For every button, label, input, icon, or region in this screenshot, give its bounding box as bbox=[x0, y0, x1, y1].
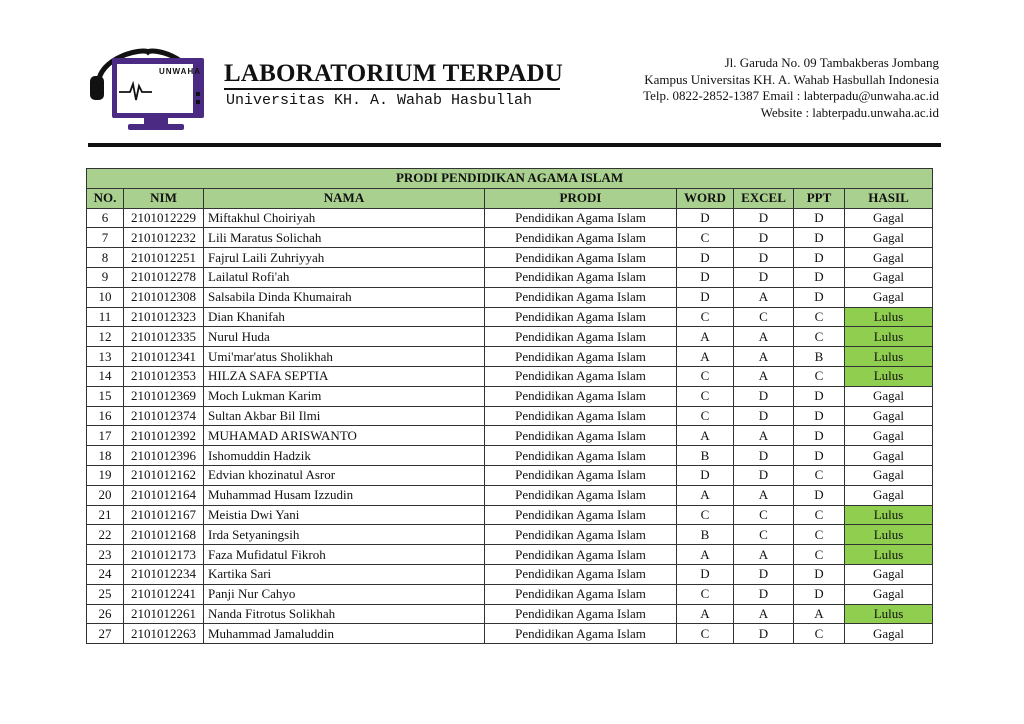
cell-word: D bbox=[677, 287, 734, 307]
cell-nim: 2101012164 bbox=[124, 485, 204, 505]
table-row bbox=[87, 248, 933, 268]
cell-no: 14 bbox=[87, 366, 124, 386]
cell-nama: Lailatul Rofi'ah bbox=[204, 267, 485, 287]
cell-word: A bbox=[677, 604, 734, 624]
cell-nama: Ishomuddin Hadzik bbox=[204, 446, 485, 466]
cell-prodi: Pendidikan Agama Islam bbox=[485, 584, 677, 604]
contact-address: Jl. Garuda No. 09 Tambakberas Jombang bbox=[724, 55, 939, 70]
cell-prodi: Pendidikan Agama Islam bbox=[485, 604, 677, 624]
contact-website: Website : labterpadu.unwaha.ac.id bbox=[760, 104, 939, 120]
cell-hasil: Gagal bbox=[845, 248, 933, 268]
table-row bbox=[87, 406, 933, 426]
table-band-title: PRODI PENDIDIKAN AGAMA ISLAM bbox=[87, 169, 933, 189]
cell-hasil: Gagal bbox=[845, 208, 933, 228]
cell-nim: 2101012308 bbox=[124, 287, 204, 307]
cell-prodi: Pendidikan Agama Islam bbox=[485, 446, 677, 466]
lab-logo bbox=[86, 40, 210, 136]
cell-hasil: Gagal bbox=[845, 228, 933, 248]
cell-no: 6 bbox=[87, 208, 124, 228]
table-row bbox=[87, 446, 933, 466]
col-header-prodi: PRODI bbox=[485, 188, 677, 208]
cell-excel: D bbox=[734, 267, 794, 287]
table-row bbox=[87, 564, 933, 584]
cell-word: D bbox=[677, 267, 734, 287]
col-header-hasil: HASIL bbox=[845, 188, 933, 208]
cell-excel: D bbox=[734, 228, 794, 248]
cell-no: 21 bbox=[87, 505, 124, 525]
cell-nim: 2101012232 bbox=[124, 228, 204, 248]
cell-prodi: Pendidikan Agama Islam bbox=[485, 347, 677, 367]
cell-no: 12 bbox=[87, 327, 124, 347]
cell-excel: D bbox=[734, 406, 794, 426]
cell-no: 18 bbox=[87, 446, 124, 466]
contact-phone-email: Telp. 0822-2852-1387 Email : labterpadu@unwaha.ac.id bbox=[643, 88, 939, 103]
cell-excel: A bbox=[734, 604, 794, 624]
cell-ppt: D bbox=[794, 564, 845, 584]
cell-nim: 2101012251 bbox=[124, 248, 204, 268]
cell-word: B bbox=[677, 525, 734, 545]
cell-excel: D bbox=[734, 624, 794, 644]
cell-hasil: Gagal bbox=[845, 287, 933, 307]
cell-ppt: A bbox=[794, 604, 845, 624]
lab-title: LABORATORIUM TERPADU bbox=[224, 60, 563, 87]
cell-hasil: Gagal bbox=[845, 624, 933, 644]
cell-hasil: Lulus bbox=[845, 505, 933, 525]
cell-hasil: Lulus bbox=[845, 604, 933, 624]
cell-prodi: Pendidikan Agama Islam bbox=[485, 624, 677, 644]
cell-nama: Edvian khozinatul Asror bbox=[204, 465, 485, 485]
cell-hasil: Gagal bbox=[845, 465, 933, 485]
col-header-no: NO. bbox=[87, 188, 124, 208]
cell-nim: 2101012374 bbox=[124, 406, 204, 426]
cell-prodi: Pendidikan Agama Islam bbox=[485, 248, 677, 268]
cell-no: 25 bbox=[87, 584, 124, 604]
cell-hasil: Gagal bbox=[845, 446, 933, 466]
cell-nim: 2101012168 bbox=[124, 525, 204, 545]
cell-nim: 2101012341 bbox=[124, 347, 204, 367]
cell-excel: D bbox=[734, 584, 794, 604]
cell-prodi: Pendidikan Agama Islam bbox=[485, 327, 677, 347]
cell-word: C bbox=[677, 505, 734, 525]
table-row bbox=[87, 347, 933, 367]
cell-prodi: Pendidikan Agama Islam bbox=[485, 366, 677, 386]
cell-excel: D bbox=[734, 465, 794, 485]
cell-ppt: D bbox=[794, 406, 845, 426]
cell-word: D bbox=[677, 564, 734, 584]
cell-nim: 2101012353 bbox=[124, 366, 204, 386]
cell-hasil: Lulus bbox=[845, 347, 933, 367]
cell-excel: D bbox=[734, 248, 794, 268]
cell-word: C bbox=[677, 386, 734, 406]
cell-ppt: C bbox=[794, 327, 845, 347]
cell-nim: 2101012396 bbox=[124, 446, 204, 466]
cell-hasil: Gagal bbox=[845, 564, 933, 584]
cell-word: C bbox=[677, 624, 734, 644]
cell-no: 26 bbox=[87, 604, 124, 624]
cell-nama: Moch Lukman Karim bbox=[204, 386, 485, 406]
cell-no: 22 bbox=[87, 525, 124, 545]
cell-no: 23 bbox=[87, 545, 124, 565]
cell-word: C bbox=[677, 584, 734, 604]
logo-text: UNWAHA bbox=[159, 67, 201, 76]
cell-excel: A bbox=[734, 347, 794, 367]
table-row bbox=[87, 267, 933, 287]
cell-nama: Dian Khanifah bbox=[204, 307, 485, 327]
cell-no: 11 bbox=[87, 307, 124, 327]
cell-prodi: Pendidikan Agama Islam bbox=[485, 505, 677, 525]
title-underline bbox=[224, 88, 560, 90]
col-header-nim: NIM bbox=[124, 188, 204, 208]
table-row bbox=[87, 525, 933, 545]
cell-excel: A bbox=[734, 327, 794, 347]
cell-excel: C bbox=[734, 505, 794, 525]
cell-nama: Meistia Dwi Yani bbox=[204, 505, 485, 525]
cell-nama: Nurul Huda bbox=[204, 327, 485, 347]
cell-prodi: Pendidikan Agama Islam bbox=[485, 386, 677, 406]
cell-nim: 2101012167 bbox=[124, 505, 204, 525]
cell-prodi: Pendidikan Agama Islam bbox=[485, 465, 677, 485]
table-row bbox=[87, 327, 933, 347]
cell-excel: D bbox=[734, 564, 794, 584]
table-row bbox=[87, 228, 933, 248]
cell-prodi: Pendidikan Agama Islam bbox=[485, 267, 677, 287]
cell-excel: C bbox=[734, 307, 794, 327]
cell-word: D bbox=[677, 465, 734, 485]
contact-block bbox=[643, 55, 939, 121]
cell-ppt: C bbox=[794, 525, 845, 545]
cell-nama: Nanda Fitrotus Solikhah bbox=[204, 604, 485, 624]
cell-prodi: Pendidikan Agama Islam bbox=[485, 406, 677, 426]
cell-no: 15 bbox=[87, 386, 124, 406]
cell-ppt: B bbox=[794, 347, 845, 367]
cell-excel: A bbox=[734, 426, 794, 446]
table-row bbox=[87, 366, 933, 386]
cell-ppt: D bbox=[794, 267, 845, 287]
cell-prodi: Pendidikan Agama Islam bbox=[485, 485, 677, 505]
cell-nama: Panji Nur Cahyo bbox=[204, 584, 485, 604]
col-header-ppt: PPT bbox=[794, 188, 845, 208]
cell-nim: 2101012335 bbox=[124, 327, 204, 347]
cell-hasil: Gagal bbox=[845, 406, 933, 426]
col-header-word: WORD bbox=[677, 188, 734, 208]
table-row bbox=[87, 307, 933, 327]
cell-word: C bbox=[677, 228, 734, 248]
cell-ppt: D bbox=[794, 386, 845, 406]
table-row bbox=[87, 386, 933, 406]
cell-no: 8 bbox=[87, 248, 124, 268]
col-header-nama: NAMA bbox=[204, 188, 485, 208]
table-row bbox=[87, 505, 933, 525]
cell-hasil: Gagal bbox=[845, 485, 933, 505]
cell-ppt: C bbox=[794, 545, 845, 565]
cell-prodi: Pendidikan Agama Islam bbox=[485, 426, 677, 446]
cell-ppt: C bbox=[794, 624, 845, 644]
cell-ppt: D bbox=[794, 208, 845, 228]
table-row bbox=[87, 604, 933, 624]
cell-ppt: D bbox=[794, 287, 845, 307]
cell-no: 19 bbox=[87, 465, 124, 485]
cell-excel: C bbox=[734, 525, 794, 545]
cell-prodi: Pendidikan Agama Islam bbox=[485, 208, 677, 228]
cell-hasil: Gagal bbox=[845, 386, 933, 406]
cell-nama: Lili Maratus Solichah bbox=[204, 228, 485, 248]
table-row bbox=[87, 545, 933, 565]
cell-nim: 2101012229 bbox=[124, 208, 204, 228]
cell-nama: Fajrul Laili Zuhriyyah bbox=[204, 248, 485, 268]
table-row bbox=[87, 287, 933, 307]
cell-no: 7 bbox=[87, 228, 124, 248]
cell-ppt: D bbox=[794, 426, 845, 446]
cell-nama: MUHAMAD ARISWANTO bbox=[204, 426, 485, 446]
cell-hasil: Lulus bbox=[845, 307, 933, 327]
cell-no: 27 bbox=[87, 624, 124, 644]
table-row bbox=[87, 485, 933, 505]
cell-nim: 2101012173 bbox=[124, 545, 204, 565]
cell-nama: Muhammad Jamaluddin bbox=[204, 624, 485, 644]
cell-nama: Kartika Sari bbox=[204, 564, 485, 584]
cell-no: 17 bbox=[87, 426, 124, 446]
table-row bbox=[87, 208, 933, 228]
cell-excel: A bbox=[734, 545, 794, 565]
cell-hasil: Lulus bbox=[845, 545, 933, 565]
cell-nim: 2101012234 bbox=[124, 564, 204, 584]
cell-word: A bbox=[677, 485, 734, 505]
cell-prodi: Pendidikan Agama Islam bbox=[485, 228, 677, 248]
cell-no: 13 bbox=[87, 347, 124, 367]
col-header-excel: EXCEL bbox=[734, 188, 794, 208]
cell-no: 20 bbox=[87, 485, 124, 505]
cell-ppt: D bbox=[794, 228, 845, 248]
cell-nama: Muhammad Husam Izzudin bbox=[204, 485, 485, 505]
cell-nama: Irda Setyaningsih bbox=[204, 525, 485, 545]
cell-nim: 2101012162 bbox=[124, 465, 204, 485]
cell-hasil: Gagal bbox=[845, 584, 933, 604]
cell-excel: A bbox=[734, 485, 794, 505]
cell-nama: Salsabila Dinda Khumairah bbox=[204, 287, 485, 307]
cell-word: D bbox=[677, 248, 734, 268]
cell-hasil: Lulus bbox=[845, 525, 933, 545]
cell-no: 16 bbox=[87, 406, 124, 426]
cell-ppt: D bbox=[794, 248, 845, 268]
cell-nama: HILZA SAFA SEPTIA bbox=[204, 366, 485, 386]
cell-nama: Faza Mufidatul Fikroh bbox=[204, 545, 485, 565]
cell-hasil: Gagal bbox=[845, 267, 933, 287]
lab-subtitle: Universitas KH. A. Wahab Hasbullah bbox=[226, 92, 533, 109]
table-row bbox=[87, 426, 933, 446]
table-row bbox=[87, 584, 933, 604]
cell-word: A bbox=[677, 426, 734, 446]
cell-hasil: Lulus bbox=[845, 366, 933, 386]
cell-ppt: C bbox=[794, 307, 845, 327]
table-header-row bbox=[87, 188, 933, 208]
cell-nim: 2101012392 bbox=[124, 426, 204, 446]
cell-prodi: Pendidikan Agama Islam bbox=[485, 307, 677, 327]
cell-hasil: Lulus bbox=[845, 327, 933, 347]
table-body bbox=[87, 208, 933, 644]
cell-nama: Umi'mar'atus Sholikhah bbox=[204, 347, 485, 367]
cell-word: A bbox=[677, 545, 734, 565]
cell-ppt: C bbox=[794, 505, 845, 525]
cell-word: B bbox=[677, 446, 734, 466]
cell-word: C bbox=[677, 366, 734, 386]
cell-word: A bbox=[677, 347, 734, 367]
cell-prodi: Pendidikan Agama Islam bbox=[485, 287, 677, 307]
cell-ppt: C bbox=[794, 465, 845, 485]
cell-ppt: D bbox=[794, 485, 845, 505]
cell-word: D bbox=[677, 208, 734, 228]
cell-no: 24 bbox=[87, 564, 124, 584]
header-rule bbox=[88, 143, 941, 147]
cell-hasil: Gagal bbox=[845, 426, 933, 446]
cell-nim: 2101012263 bbox=[124, 624, 204, 644]
cell-excel: D bbox=[734, 446, 794, 466]
cell-no: 9 bbox=[87, 267, 124, 287]
cell-prodi: Pendidikan Agama Islam bbox=[485, 525, 677, 545]
table-row bbox=[87, 465, 933, 485]
cell-excel: A bbox=[734, 366, 794, 386]
cell-nim: 2101012261 bbox=[124, 604, 204, 624]
cell-nim: 2101012241 bbox=[124, 584, 204, 604]
cell-word: A bbox=[677, 327, 734, 347]
cell-ppt: D bbox=[794, 446, 845, 466]
cell-prodi: Pendidikan Agama Islam bbox=[485, 564, 677, 584]
cell-excel: D bbox=[734, 208, 794, 228]
cell-no: 10 bbox=[87, 287, 124, 307]
cell-word: C bbox=[677, 406, 734, 426]
cell-word: C bbox=[677, 307, 734, 327]
cell-ppt: D bbox=[794, 584, 845, 604]
cell-ppt: C bbox=[794, 366, 845, 386]
results-table bbox=[86, 168, 933, 644]
cell-excel: A bbox=[734, 287, 794, 307]
cell-nim: 2101012278 bbox=[124, 267, 204, 287]
table-row bbox=[87, 624, 933, 644]
cell-excel: D bbox=[734, 386, 794, 406]
cell-nim: 2101012369 bbox=[124, 386, 204, 406]
cell-nama: Miftakhul Choiriyah bbox=[204, 208, 485, 228]
cell-prodi: Pendidikan Agama Islam bbox=[485, 545, 677, 565]
contact-campus: Kampus Universitas KH. A. Wahab Hasbullah Indonesia bbox=[644, 71, 939, 87]
cell-nama: Sultan Akbar Bil Ilmi bbox=[204, 406, 485, 426]
cell-nim: 2101012323 bbox=[124, 307, 204, 327]
